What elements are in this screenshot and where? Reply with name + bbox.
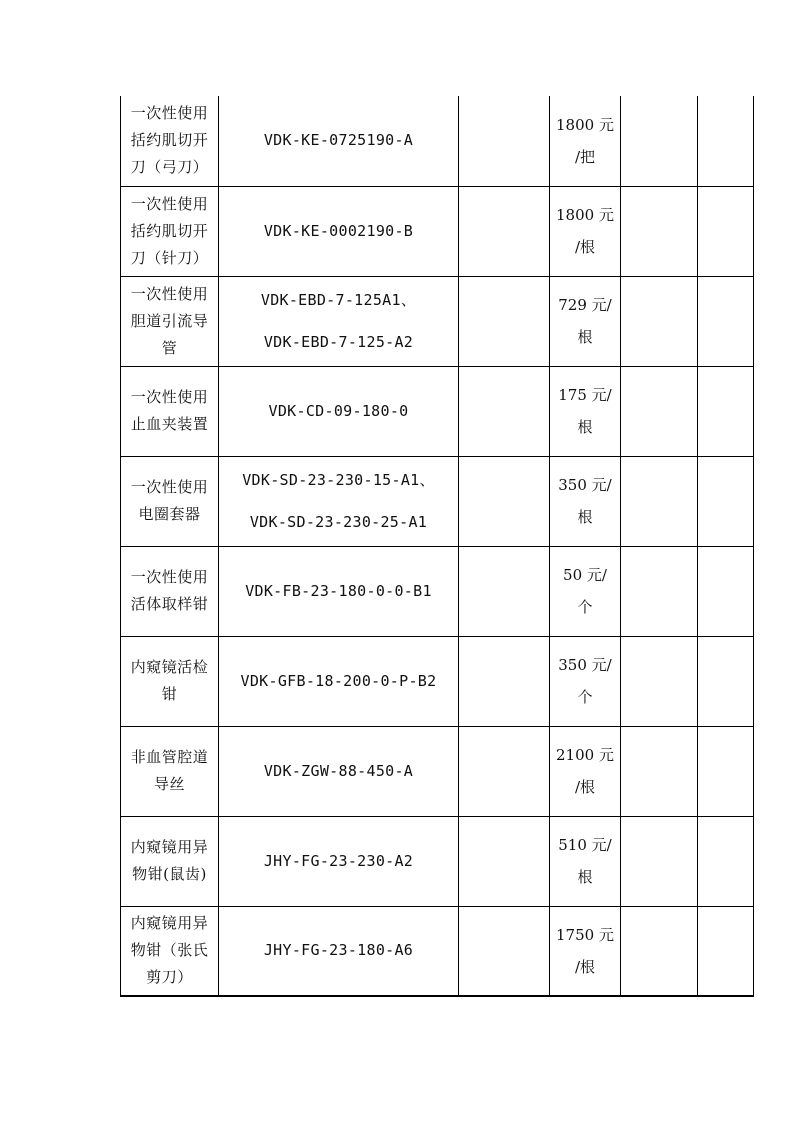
model-number-cell: [219, 906, 459, 996]
price-cell: [550, 276, 621, 366]
model-number-line: VDK-KE-0002190-B: [263, 221, 414, 240]
model-number-cell: [219, 726, 459, 816]
product-name-line: 一次性使用: [130, 104, 209, 123]
price-line: 729 元/: [558, 296, 612, 314]
table-row: [121, 456, 754, 546]
model-number-line: VDK-CD-09-180-0: [268, 401, 409, 420]
price-line: /根: [574, 238, 596, 256]
product-name-line: 物钳(鼠齿): [132, 865, 207, 883]
empty-cell: [621, 906, 698, 996]
price-cell: [550, 456, 621, 546]
price-line: 根: [577, 328, 593, 346]
table-row: [121, 546, 754, 636]
product-name-cell: [121, 906, 219, 996]
product-name-cell: [121, 186, 219, 276]
table-row: [121, 186, 754, 276]
model-number-line: VDK-EBD-7-125A1、: [260, 291, 417, 309]
price-line: 个: [577, 598, 593, 616]
table-row: [121, 906, 754, 996]
price-line: 根: [577, 868, 593, 886]
product-name-line: 管: [161, 338, 178, 357]
empty-cell: [698, 276, 754, 366]
product-name-line: 钳: [161, 685, 178, 703]
price-line: 个: [577, 688, 593, 706]
empty-cell: [621, 456, 698, 546]
price-cell: [550, 906, 621, 996]
empty-cell: [459, 816, 550, 906]
product-name-line: 导丝: [153, 775, 185, 793]
model-number-cell: [219, 186, 459, 276]
price-cell: [550, 366, 621, 456]
empty-cell: [459, 366, 550, 456]
product-name-cell: [121, 276, 219, 366]
empty-cell: [621, 636, 698, 726]
table-row: [121, 726, 754, 816]
product-name-line: 括约肌切开: [130, 221, 209, 240]
table-row: [121, 816, 754, 906]
model-number-line: VDK-FB-23-180-0-0-B1: [245, 581, 432, 600]
empty-cell: [621, 186, 698, 276]
price-cell: [550, 726, 621, 816]
empty-cell: [698, 906, 754, 996]
price-line: 2100 元: [556, 746, 614, 764]
empty-cell: [459, 726, 550, 816]
product-name-cell: [121, 726, 219, 816]
empty-cell: [459, 456, 550, 546]
model-number-line: VDK-EBD-7-125-A2: [263, 333, 414, 351]
empty-cell: [621, 726, 698, 816]
empty-cell: [698, 456, 754, 546]
price-cell: [550, 546, 621, 636]
price-line: 510 元/: [558, 836, 612, 854]
price-line: 根: [577, 418, 593, 436]
empty-cell: [459, 546, 550, 636]
table-row: [121, 96, 754, 186]
price-line: 根: [577, 508, 593, 526]
model-number-cell: [219, 636, 459, 726]
empty-cell: [698, 366, 754, 456]
product-name-line: 电圈套器: [138, 505, 201, 523]
table-row: [121, 276, 754, 366]
price-line: 50 元/: [563, 566, 607, 584]
empty-cell: [698, 816, 754, 906]
model-number-line: VDK-KE-0725190-A: [263, 131, 414, 150]
product-name-line: 刀（针刀）: [130, 248, 209, 267]
price-cell: [550, 636, 621, 726]
table-row: [121, 636, 754, 726]
empty-cell: [621, 816, 698, 906]
product-name-line: 内窥镜用异: [130, 914, 209, 933]
model-number-cell: [219, 546, 459, 636]
price-line: 175 元/: [558, 386, 612, 404]
price-line: 350 元/: [558, 656, 612, 674]
product-name-line: 活体取样钳: [130, 595, 209, 613]
product-name-line: 止血夹装置: [130, 415, 209, 433]
product-name-cell: [121, 546, 219, 636]
empty-cell: [621, 366, 698, 456]
product-price-table: [120, 96, 754, 997]
product-name-line: 胆道引流导: [130, 311, 209, 330]
empty-cell: [459, 186, 550, 276]
price-line: /根: [574, 778, 596, 796]
product-name-line: 括约肌切开: [130, 131, 209, 150]
empty-cell: [459, 636, 550, 726]
table-row: [121, 366, 754, 456]
empty-cell: [698, 726, 754, 816]
price-cell: [550, 816, 621, 906]
model-number-cell: [219, 456, 459, 546]
product-name-line: 内窥镜用异: [130, 838, 209, 856]
product-name-line: 剪刀）: [146, 968, 193, 987]
empty-cell: [621, 276, 698, 366]
model-number-cell: [219, 366, 459, 456]
product-name-line: 一次性使用: [130, 194, 209, 213]
empty-cell: [698, 186, 754, 276]
product-name-cell: [121, 366, 219, 456]
product-name-cell: [121, 636, 219, 726]
price-line: 1750 元: [556, 925, 614, 944]
product-name-line: 一次性使用: [130, 388, 209, 406]
empty-cell: [459, 96, 550, 186]
model-number-line: JHY-FG-23-180-A6: [263, 941, 414, 960]
product-name-cell: [121, 96, 219, 186]
model-number-cell: [219, 276, 459, 366]
empty-cell: [698, 636, 754, 726]
price-line: /根: [574, 957, 596, 976]
table-body: [121, 96, 754, 996]
price-line: 1800 元: [556, 206, 614, 224]
empty-cell: [698, 96, 754, 186]
empty-cell: [698, 546, 754, 636]
model-number-line: VDK-ZGW-88-450-A: [263, 761, 414, 780]
product-name-line: 刀（弓刀）: [130, 158, 209, 177]
product-name-line: 一次性使用: [130, 284, 209, 303]
model-number-line: VDK-GFB-18-200-0-P-B2: [240, 671, 437, 690]
product-name-line: 物钳（张氏: [130, 941, 209, 960]
model-number-line: JHY-FG-23-230-A2: [263, 851, 414, 870]
empty-cell: [621, 546, 698, 636]
empty-cell: [459, 276, 550, 366]
price-cell: [550, 96, 621, 186]
product-name-cell: [121, 456, 219, 546]
price-line: /把: [574, 147, 596, 166]
product-name-line: 非血管腔道: [130, 748, 209, 766]
model-number-line: VDK-SD-23-230-25-A1: [249, 513, 428, 531]
model-number-cell: [219, 816, 459, 906]
empty-cell: [621, 96, 698, 186]
empty-cell: [459, 906, 550, 996]
model-number-line: VDK-SD-23-230-15-A1、: [242, 471, 435, 489]
product-name-line: 内窥镜活检: [130, 658, 209, 676]
product-name-line: 一次性使用: [130, 568, 209, 586]
price-line: 350 元/: [558, 476, 612, 494]
product-name-line: 一次性使用: [130, 478, 209, 496]
product-name-cell: [121, 816, 219, 906]
price-line: 1800 元: [556, 115, 614, 134]
price-cell: [550, 186, 621, 276]
model-number-cell: [219, 96, 459, 186]
